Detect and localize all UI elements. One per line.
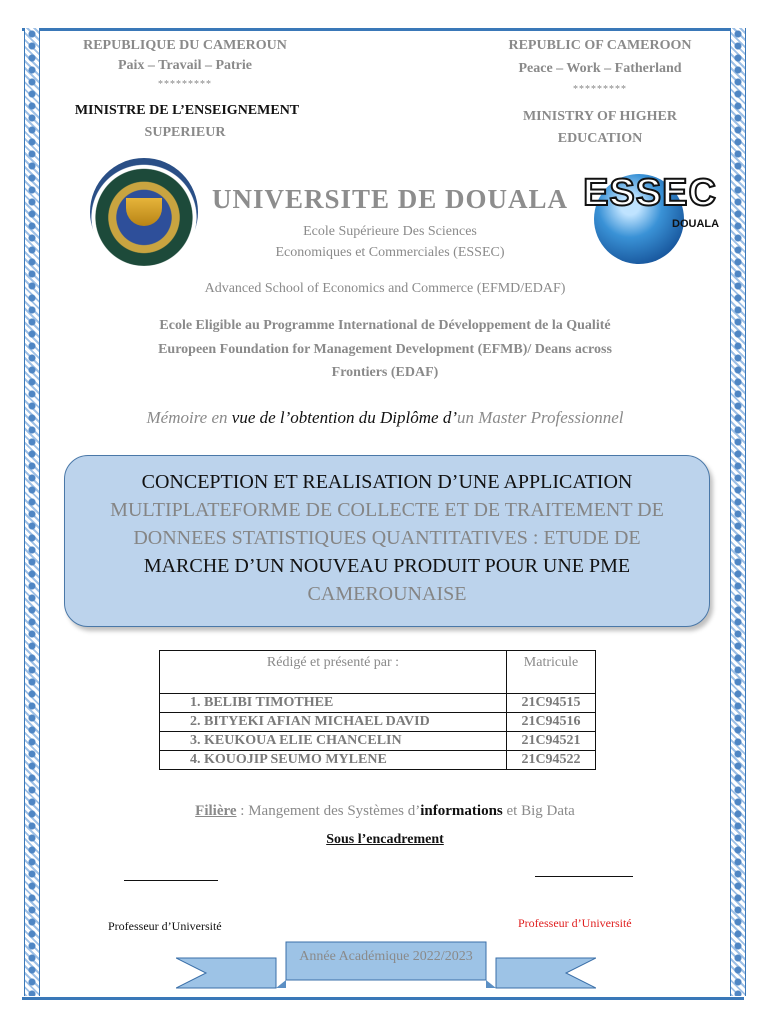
memoire-part1: Mémoire en: [146, 408, 232, 427]
table-row: [160, 751, 596, 770]
eligibility-line3: Frontiers (EDAF): [331, 365, 439, 380]
author-id: 21C94516: [507, 713, 596, 732]
school-name-line2: Economiques et Commerciales (ESSEC): [275, 245, 505, 260]
table-row: [160, 732, 596, 751]
header-right-stars: *********: [573, 84, 627, 95]
essec-logo-word: ESSEC: [583, 172, 717, 214]
academic-year: Année Académique 2022/2023: [299, 949, 473, 964]
school-name-english: Advanced School of Economics and Commerce (EFMD/EDAF): [204, 281, 566, 296]
header-right-country: REPUBLIC OF CAMEROON: [508, 38, 692, 53]
author-name: 4. KOUOJIP SEUMO MYLENE: [160, 751, 507, 770]
table-header-id: Matricule: [507, 651, 596, 694]
author-name: 1. BELIBI TIMOTHEE: [160, 694, 507, 713]
professor-right: Professeur d’Université: [518, 916, 632, 930]
author-id: 21C94521: [507, 732, 596, 751]
academic-year-ribbon: [176, 940, 596, 990]
header-left-ministry-line1: MINISTRE DE L’ENSEIGNEMENT: [74, 103, 300, 118]
memoire-part3: d’: [438, 408, 457, 427]
university-name: UNIVERSITE DE DOUALA: [211, 184, 569, 214]
author-name: 3. KEUKOUA ELIE CHANCELIN: [160, 732, 507, 751]
program-line: [60, 803, 710, 820]
thesis-title-line2: MULTIPLATEFORME DE COLLECTE ET DE TRAITEMENT DE: [110, 499, 664, 521]
border-pattern-right: [730, 28, 746, 996]
eligibility-line1: Ecole Eligible au Programme International de Développement de la Qualité: [159, 318, 611, 333]
author-id: 21C94522: [507, 751, 596, 770]
thesis-title-line4: MARCHE D’UN NOUVEAU PRODUIT POUR UNE PME: [143, 555, 631, 577]
university-seal-logo: [90, 158, 198, 266]
supervision-heading: Sous l’encadrement: [326, 832, 444, 847]
author-id: 21C94515: [507, 694, 596, 713]
thesis-title-line3: DONNEES STATISTIQUES QUANTITATIVES : ETUDE DE: [133, 527, 641, 549]
memoire-statement: [60, 408, 710, 428]
eligibility-line2: Europeen Foundation for Management Development (EFMB)/ Deans across: [158, 342, 612, 357]
school-name-line1: Ecole Supérieure Des Sciences: [303, 224, 477, 239]
memoire-part2: vue de l’obtention du Diplôme: [231, 408, 439, 427]
table-row: [160, 713, 596, 732]
program-text3: et Big Data: [502, 803, 575, 819]
header-left-motto: Paix – Travail – Patrie: [117, 58, 252, 73]
program-label: Filière: [195, 803, 237, 819]
thesis-title-box: [64, 455, 710, 627]
essec-logo-subword: DOUALA: [672, 218, 720, 230]
header-left-country: REPUBLIQUE DU CAMEROUN: [83, 38, 287, 53]
program-text2: informations: [420, 803, 503, 819]
program-text1: : Mangement des Systèmes d’: [236, 803, 421, 819]
signature-line-right: [535, 876, 633, 877]
thesis-title-line5: CAMEROUNAISE: [307, 583, 467, 605]
thesis-title-line1: CONCEPTION ET REALISATION D’UNE APPLICATION: [141, 471, 633, 493]
authors-table: [159, 650, 596, 770]
essec-logo: [580, 160, 720, 270]
memoire-part4: un Master Professionnel: [456, 408, 624, 427]
professor-left: Professeur d’Université: [108, 919, 222, 933]
signature-line-left: [124, 880, 218, 881]
header-right-ministry-line1: MINISTRY OF HIGHER: [522, 109, 678, 124]
header-left-stars: *********: [158, 79, 212, 90]
authors-table-wrapper: [159, 650, 596, 770]
header-left-ministry-line2: SUPERIEUR: [144, 125, 226, 140]
author-name: 2. BITYEKI AFIAN MICHAEL DAVID: [160, 713, 507, 732]
table-row: [160, 694, 596, 713]
table-header-name: Rédigé et présenté par :: [160, 651, 507, 694]
table-header-row: [160, 651, 596, 694]
header-right-ministry-line2: EDUCATION: [557, 131, 643, 146]
header-right-motto: Peace – Work – Fatherland: [518, 61, 682, 76]
border-pattern-left: [24, 28, 40, 996]
